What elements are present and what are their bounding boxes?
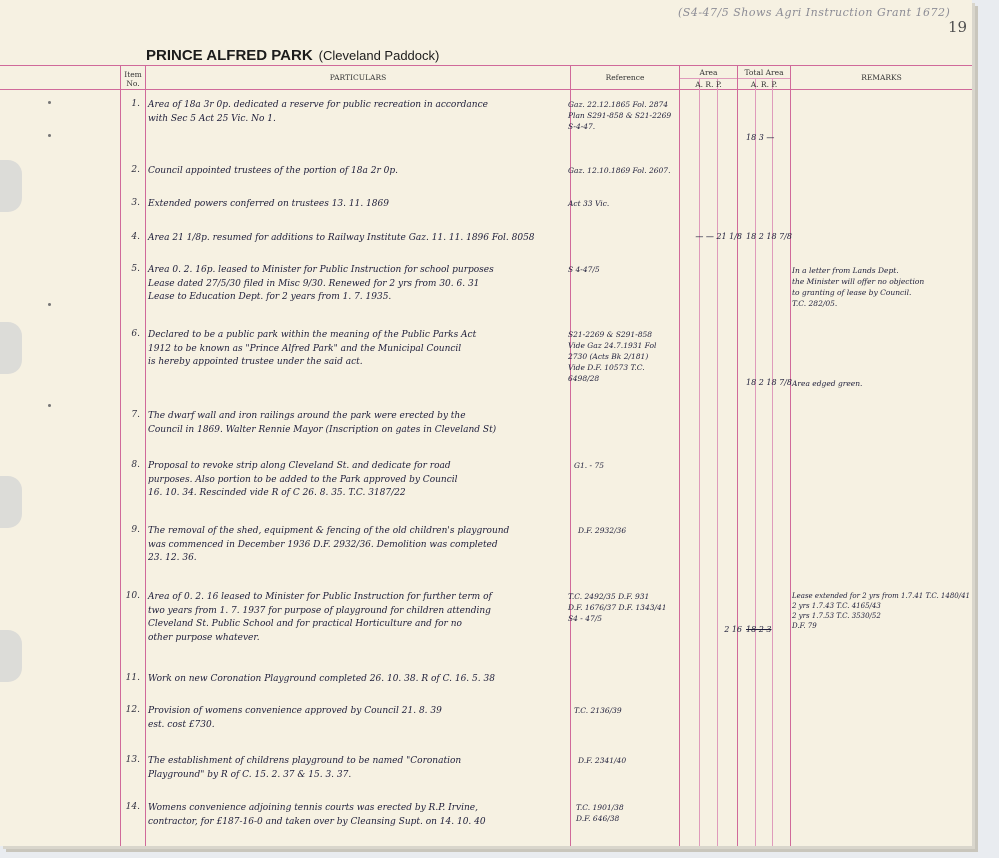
entry-number: 2. <box>131 165 140 175</box>
entry-reference: S21-2269 & S291-858 Vide Gaz 24.7.1931 Fol 2730 (Acts Bk 2/181) Vide D.F. 10573 T.C. 6498/28 <box>568 330 657 383</box>
entry-reference: Gaz. 12.10.1869 Fol. 2607. <box>568 166 671 175</box>
entry-reference: D.F. 2932/36 <box>578 526 627 535</box>
entry-reference: D.F. 2341/40 <box>578 756 627 765</box>
margin-mark <box>48 404 51 407</box>
entry-particulars: Provision of womens convenience approved by Council 21. 8. 39 est. cost £730. <box>148 706 442 730</box>
entry-number: 13. <box>125 755 140 765</box>
entry-area: — — 21 1/8 <box>695 232 742 241</box>
header-area: Area <box>699 68 718 77</box>
entry-number: 10. <box>125 591 140 601</box>
entry-number: 4. <box>131 232 140 242</box>
entry-remarks: Area edged green. <box>792 379 863 388</box>
entry-number: 7. <box>131 410 140 420</box>
pencil-note: (S4-47/5 Shows Agri Instruction Grant 1672) <box>678 6 951 19</box>
binder-tab <box>0 630 22 682</box>
entry-reference: G1. - 75 <box>574 461 604 470</box>
header-area-units: A. R. P. <box>695 80 722 89</box>
entry-remarks: In a letter from Lands Dept. the Minister will offer no objection to granting of lease by Council. T.C. 282/05. <box>792 266 925 308</box>
entry-number: 1. <box>131 99 140 109</box>
header-total-area: Total Area <box>744 68 784 77</box>
entry-area: 2 16 <box>724 625 742 634</box>
entry-particulars: Work on new Coronation Playground completed 26. 10. 38. R of C. 16. 5. 38 <box>148 674 495 684</box>
entry-reference: T.C. 1901/38 D.F. 646/38 <box>576 803 624 823</box>
entry-total-area: 18 3 — <box>746 133 775 142</box>
entry-number: 6. <box>131 329 140 339</box>
entry-reference: T.C. 2492/35 D.F. 931 D.F. 1676/37 D.F. 1343/41 S4 - 47/5 <box>568 592 667 623</box>
entry-particulars: The establishment of childrens playground to be named "Coronation Playground" by R of C. 15. 2. 37 & 15. 3. 37. <box>148 756 462 780</box>
entry-total-area: 18 2 18 7/8 <box>746 232 792 241</box>
col-rule-total <box>737 65 738 846</box>
binder-tab <box>0 160 22 212</box>
header-reference: Reference <box>605 73 645 82</box>
entry-particulars: Womens convenience adjoining tennis courts was erected by R.P. Irvine, contractor, for £187-16-0 and taken over by Cleansing Supt. on 14. 10. 40 <box>148 803 486 827</box>
entry-number: 14. <box>125 802 140 812</box>
entry-total-area: 18 2 18 7/8 <box>746 378 792 387</box>
entry-particulars: Council appointed trustees of the portion of 18a 2r 0p. <box>148 166 398 176</box>
entry-particulars: Area of 0. 2. 16 leased to Minister for Public Instruction for further term of two years from 1. 7. 1937 for purpose of playground for children attending Cleveland St. Public School and for practical Horticulture and for no other purpose whatever. <box>148 592 492 643</box>
entry-particulars: Area of 18a 3r 0p. dedicated a reserve for public recreation in accordance with Sec 5 Act 25 Vic. No 1. <box>148 100 488 124</box>
entry-reference: Gaz. 22.12.1865 Fol. 2874 Plan S291-858 & S21-2269 S-4-47. <box>568 100 672 131</box>
entry-particulars: Area 0. 2. 16p. leased to Minister for Public Instruction for school purposes Lease dated 27/5/30 filed in Misc 9/30. Renewed for 2 yrs from 30. 6. 31 Lease to Education Dept. for 2 years from 1. 7. 1935. <box>148 265 494 302</box>
entry-reference: T.C. 2136/39 <box>574 706 622 715</box>
entry-total-area: 18 2 3 <box>746 625 772 634</box>
col-rule-total-p <box>772 78 773 846</box>
margin-mark <box>48 303 51 306</box>
header-remarks: REMARKS <box>861 73 902 82</box>
entry-number: 8. <box>131 460 140 470</box>
entry-number: 5. <box>131 264 140 274</box>
entry-particulars: The dwarf wall and iron railings around the park were erected by the Council in 1869. Walter Rennie Mayor (Inscription on gates in Cleveland St) <box>148 411 497 435</box>
entry-number: 11. <box>125 673 140 683</box>
col-rule-area-r <box>699 78 700 846</box>
header-item-no: Item No. <box>124 70 142 88</box>
col-rule-area-p <box>717 78 718 846</box>
entry-remarks: Lease extended for 2 yrs from 1.7.41 T.C. 1480/41 2 yrs 1.7.43 T.C. 4165/43 2 yrs 1.7.53 T.C. 3530/52 D.F. 79 <box>792 592 970 630</box>
entry-particulars: Extended powers conferred on trustees 13. 11. 1869 <box>148 199 389 209</box>
entry-number: 9. <box>131 525 140 535</box>
page-number: 19 <box>948 18 968 36</box>
margin-mark <box>48 101 51 104</box>
entry-particulars: Proposal to revoke strip along Cleveland St. and dedicate for road purposes. Also portion to be added to the Park approved by Council 16. 10. 34. Rescinded vide R of C 26. 8. 35. T.C. 3187/22 <box>148 461 458 498</box>
col-rule-total-r <box>755 78 756 846</box>
entry-particulars: Declared to be a public park within the meaning of the Public Parks Act 1912 to be known as "Prince Alfred Park" and the Municipal Council is hereby appointed trustee under the said act. <box>148 330 477 367</box>
entry-reference: Act 33 Vic. <box>568 199 610 208</box>
page-title <box>146 47 439 64</box>
entry-number: 3. <box>131 198 140 208</box>
col-rule-item <box>120 65 121 846</box>
binder-tab <box>0 322 22 374</box>
header-total-units: A. R. P. <box>750 80 778 89</box>
col-rule-area <box>679 65 680 846</box>
entry-particulars: Area 21 1/8p. resumed for additions to Railway Institute Gaz. 11. 11. 1896 Fol. 8058 <box>148 233 535 243</box>
binder-tab <box>0 476 22 528</box>
entry-number: 12. <box>125 705 140 715</box>
park-subtitle: (Cleveland Paddock) <box>318 48 440 63</box>
col-rule-particulars <box>145 65 146 846</box>
park-name: PRINCE ALFRED PARK <box>146 47 313 64</box>
entry-reference: S 4-47/5 <box>568 265 600 274</box>
entry-particulars: The removal of the shed, equipment & fencing of the old children's playground was commenced in December 1936 D.F. 2932/36. Demolition was completed 23. 12. 36. <box>148 526 510 563</box>
area-subheader-rule <box>680 78 790 79</box>
header-particulars: PARTICULARS <box>329 73 387 82</box>
col-rule-remarks <box>790 65 791 846</box>
margin-mark <box>48 134 51 137</box>
